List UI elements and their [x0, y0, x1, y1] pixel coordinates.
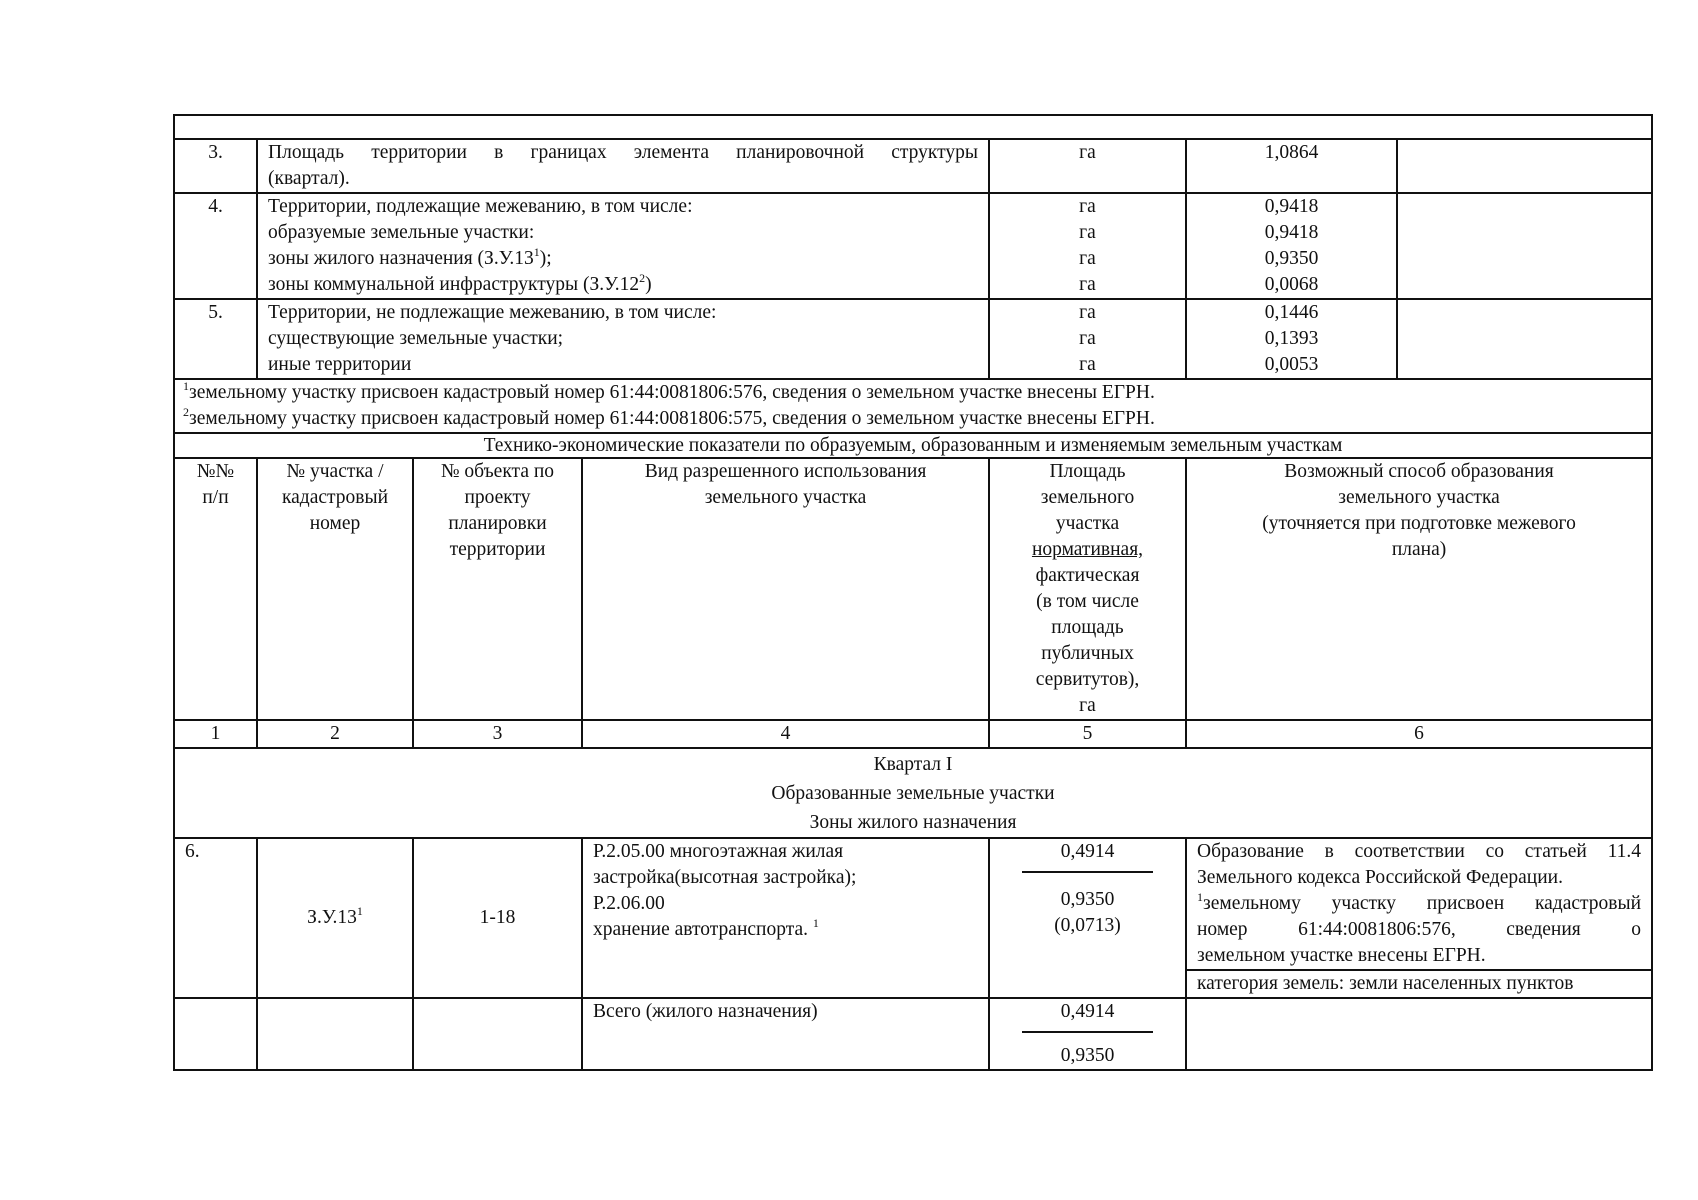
- header-object: № объекта по проекту планировки территории: [413, 458, 582, 720]
- total-area: 0,4914 0,9350: [989, 998, 1186, 1070]
- column-number: 5: [989, 720, 1186, 748]
- row-units: га га га га: [989, 193, 1186, 299]
- column-number: 1: [174, 720, 257, 748]
- row-unit: га: [989, 139, 1186, 193]
- footnote: $^2$земельному участку присвоен кадастровый номер 61:44:0081806:575, сведения о земельном участке внесены ЕГРН.: [183, 404, 1155, 429]
- row-number: 3.: [174, 139, 257, 193]
- footnote: $^1$земельному участку присвоен кадастровый номер 61:44:0081806:576, сведения о земельном участке внесены ЕГРН.: [183, 378, 1155, 403]
- plot-id: $З.У.13^1$: [257, 838, 413, 998]
- column-number: 6: [1186, 720, 1652, 748]
- table-row: [174, 139, 1652, 193]
- row-empty: [1397, 139, 1652, 193]
- formation-method: Образование в соответствии со статьей 11.4 Земельного кодекса Российской Федерации. $^1$земельному участку присвоен кадастровый номер 61:44:0081806:576, сведения о земельном участке внесены ЕГРН. категория земель: земли населенных пунктов: [1186, 838, 1652, 998]
- column-number: 2: [257, 720, 413, 748]
- blank-top-row: [174, 115, 1652, 139]
- group-heading: Образованные земельные участки: [771, 783, 1055, 804]
- footnotes-row: [174, 379, 1652, 433]
- column-number: 4: [582, 720, 989, 748]
- zone-heading: Зоны жилого назначения: [809, 812, 1017, 833]
- quarter-heading: Квартал I: [873, 754, 953, 775]
- row-description: Площадь территории в границах элемента планировочной структуры (квартал).: [257, 139, 989, 193]
- row-value: 1,0864: [1186, 139, 1397, 193]
- header-number: №№ п/п: [174, 458, 257, 720]
- fraction-line: [1022, 871, 1153, 873]
- permitted-use: Р.2.05.00 многоэтажная жилая застройка(высотная застройка); Р.2.06.00 хранение автотранспорта. $^1$: [582, 838, 989, 998]
- header-area: Площадь земельного участка нормативная, фактическая (в том числе площадь публичных сервитутов), га: [989, 458, 1186, 720]
- header-method: Возможный способ образования земельного участка (уточняется при подготовке межевого плана): [1186, 458, 1652, 720]
- table-row: [174, 838, 1652, 998]
- land-category: категория земель: земли населенных пунктов: [1187, 969, 1651, 997]
- header-use: Вид разрешенного использования земельного участка: [582, 458, 989, 720]
- column-headers-row: [174, 458, 1652, 720]
- row-empty: [1397, 193, 1652, 299]
- fraction-line: [1022, 1031, 1153, 1033]
- row-number: 4.: [174, 193, 257, 299]
- column-numbers-row: [174, 720, 1652, 748]
- row-number: 5.: [174, 299, 257, 379]
- row-values: 0,1446 0,1393 0,0053: [1186, 299, 1397, 379]
- section-heading-row: [174, 748, 1652, 838]
- column-number: 3: [413, 720, 582, 748]
- table-row: [174, 193, 1652, 299]
- row-values: 0,9418 0,9418 0,9350 0,0068: [1186, 193, 1397, 299]
- indicators-table: [173, 114, 1653, 1071]
- row-number: 6.: [174, 838, 257, 998]
- object-number: 1-18: [413, 838, 582, 998]
- row-empty: [1397, 299, 1652, 379]
- tep-title: Технико-экономические показатели по образуемым, образованным и изменяемым земельным участкам: [174, 433, 1652, 458]
- header-plot: № участка / кадастровый номер: [257, 458, 413, 720]
- row-description: Территории, подлежащие межеванию, в том числе: образуемые земельные участки: зоны жилого назначения $(З.У.13^1)$; зоны коммунальной инфраструктуры $(З.У.12^2)$: [257, 193, 989, 299]
- row-description: Территории, не подлежащие межеванию, в том числе: существующие земельные участки; иные территории: [257, 299, 989, 379]
- table-row: [174, 299, 1652, 379]
- row-units: га га га: [989, 299, 1186, 379]
- document-sheet: [173, 114, 1651, 1071]
- total-row: [174, 998, 1652, 1070]
- total-label: Всего (жилого назначения): [582, 998, 989, 1070]
- plot-area: 0,4914 0,9350 (0,0713): [989, 838, 1186, 998]
- section-title-row: [174, 433, 1652, 458]
